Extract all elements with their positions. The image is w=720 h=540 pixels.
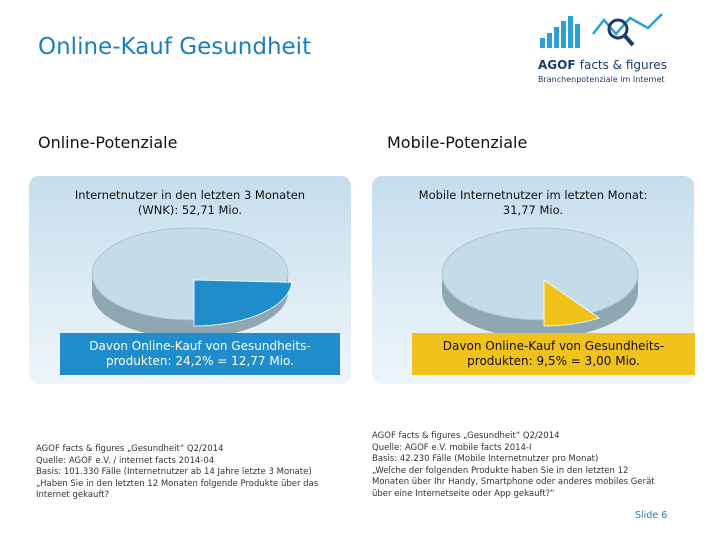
online-source-note: AGOF facts & figures „Gesundheit“ Q2/2014 Quelle: AGOF e.V. / internet facts 2014-04 Basis: 101.330 Fälle (Internetnutzer ab 14 Jahre letzte 3 Monate) „Haben Sie in den letzten 12 Monaten folgende Produkte über das Internet gekauft?	[36, 444, 319, 500]
agof-logo	[538, 12, 678, 82]
logo-subtitle: Branchenpotenziale im Internet	[538, 75, 665, 84]
online-panel-caption: Internetnutzer in den letzten 3 Monaten (WNK): 52,71 Mio.	[74, 188, 306, 217]
online-pie-highlight-slice	[194, 280, 292, 326]
page-title: Online-Kauf Gesundheit	[38, 34, 312, 60]
mobile-potenziale-heading: Mobile-Potenziale	[387, 133, 528, 152]
mobile-source-note: AGOF facts & figures „Gesundheit“ Q2/2014 Quelle: AGOF e.V. mobile facts 2014-I Basis: 42.230 Fälle (Mobile Internetnutzer pro Monat) „Welche der folgenden Produkte haben Sie in den letzten 12 Monaten über Ihr Handy, Smartphone oder anderes mobiles Gerät über eine Internetseite oder App gekauft?“	[372, 431, 655, 499]
online-potenziale-heading: Online-Potenziale	[38, 133, 178, 152]
mobile-panel-caption: Mobile Internetnutzer im letzten Monat: 31,77 Mio.	[418, 188, 648, 217]
logo-brand-suffix: facts & figures	[579, 58, 667, 72]
slide-number: Slide 6	[635, 510, 668, 521]
online-callout: Davon Online-Kauf von Gesundheits- produkten: 24,2% = 12,77 Mio.	[60, 333, 340, 375]
bar-chart-logo-icon	[538, 12, 678, 56]
mobile-pie-chart	[440, 226, 645, 336]
mobile-pie-base-slice	[442, 228, 638, 320]
online-pie-chart	[90, 226, 295, 336]
logo-brand: AGOF	[538, 58, 576, 72]
mobile-callout: Davon Online-Kauf von Gesundheits- produkten: 9,5% = 3,00 Mio.	[412, 333, 695, 375]
